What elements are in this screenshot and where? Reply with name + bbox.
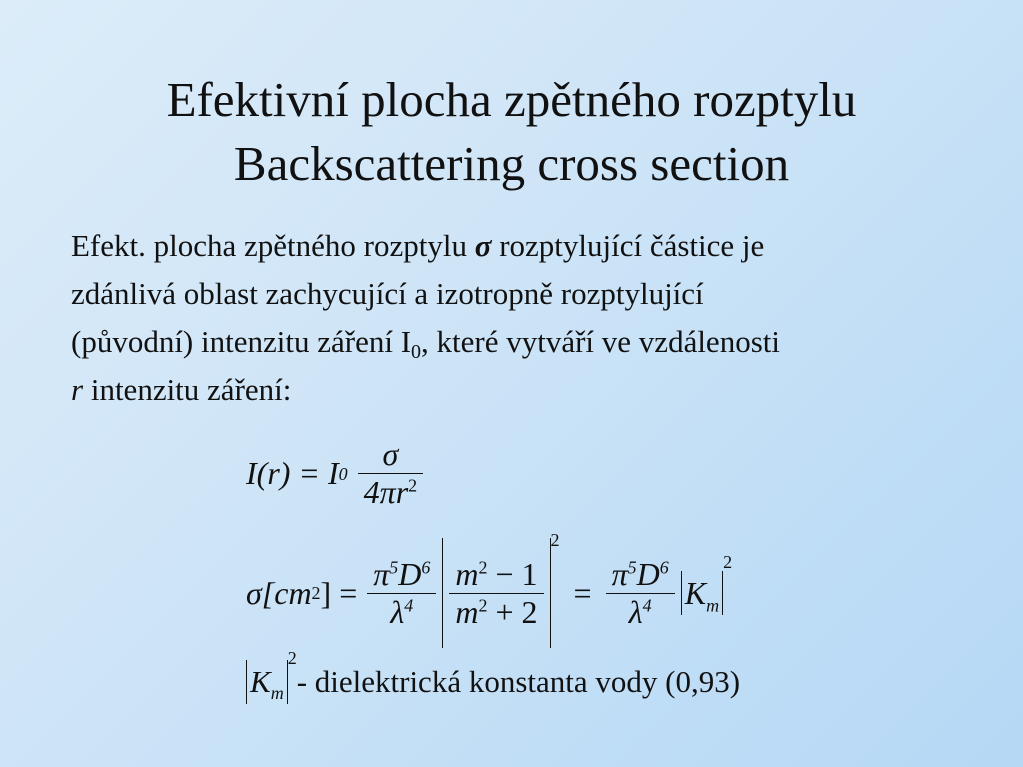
eq2-lhs-end: ] = — [320, 574, 358, 611]
sup: 5 — [389, 556, 399, 577]
eq2-frac1-den — [367, 593, 436, 631]
eq1-denominator — [358, 473, 423, 511]
eq2-fraction-m — [449, 556, 543, 631]
slide-title — [0, 68, 1023, 196]
pi-symbol: π — [611, 555, 628, 592]
eq2-fraction-1 — [367, 556, 436, 631]
eq2-frac1-num — [367, 556, 436, 593]
text-segment: , které vytváří ve vzdálenosti — [421, 324, 780, 359]
r-symbol: r — [71, 372, 84, 407]
eq1-fraction — [358, 436, 423, 511]
lambda-symbol: λ — [628, 593, 643, 630]
paragraph-line-2: zdánlivá oblast zachycující a izotropně rozptylující — [71, 276, 704, 311]
definition-paragraph — [71, 222, 1001, 414]
title-line-czech: Efektivní plocha zpětného rozptylu — [166, 72, 857, 127]
eq2-m-num — [449, 556, 543, 593]
text-segment: Efekt. plocha zpětného rozptylu — [71, 228, 475, 263]
paragraph-line-3 — [71, 318, 1001, 366]
eq2-frac2-num — [606, 556, 675, 593]
sub: m — [706, 594, 720, 615]
m-symbol: m — [455, 555, 479, 592]
d-symbol: D — [636, 555, 660, 592]
eq2-m-den — [449, 593, 543, 631]
sub: m — [270, 683, 284, 704]
d-symbol: D — [398, 555, 422, 592]
k-symbol: K — [684, 574, 707, 611]
sup: 4 — [404, 594, 414, 615]
title-line-english: Backscattering cross section — [233, 136, 790, 191]
text-segment: rozptylující částice je — [491, 228, 765, 263]
equation-cross-section: σ[cm 2 ] = $\frac{\pi^5D^6}{\lambda^4}$ $\frac{m^2 - 1}{m^2 + 2}$ 2 = $\frac{\pi^5D^6}{\lambda^4}$ $K_m$ 2 — [246, 538, 732, 648]
paragraph-line-1 — [71, 222, 1001, 270]
km-term — [247, 664, 287, 704]
text-segment: + 2 — [487, 593, 538, 630]
pi-symbol: π — [373, 555, 390, 592]
paragraph-line-4 — [71, 366, 1001, 414]
lambda-symbol: λ — [390, 593, 405, 630]
sup: 5 — [627, 556, 637, 577]
subscript: 0 — [411, 341, 422, 363]
eq1-den-text: 4πr — [363, 474, 409, 510]
m-symbol: m — [455, 593, 479, 630]
eq1-numerator: σ — [382, 436, 399, 472]
sup: 6 — [659, 556, 669, 577]
eq2-frac2-den — [606, 593, 675, 631]
sup: 2 — [478, 594, 488, 615]
eq2-fraction-2 — [606, 556, 675, 631]
equation-intensity: I(r) = I 0 $\frac{\sigma}{4\pi r^2}$ — [246, 436, 423, 511]
eq1-den-sup: 2 — [408, 475, 418, 496]
sup: 2 — [478, 556, 488, 577]
description-text: - dielektrická konstanta vody (0,93) — [296, 664, 741, 699]
equals-sign: = — [573, 574, 592, 611]
km-term — [682, 574, 722, 615]
abs-bar-left — [442, 538, 443, 648]
abs-bar-right — [550, 538, 551, 648]
sup: 4 — [642, 594, 652, 615]
text-segment: − 1 — [487, 555, 538, 592]
k-symbol: K — [250, 664, 271, 699]
eq1-lhs: I(r) = I — [246, 455, 339, 491]
sigma-symbol: σ — [474, 228, 492, 263]
text-segment: (původní) intenzitu záření I — [71, 324, 412, 359]
eq2-lhs: σ[cm — [246, 574, 312, 611]
sup: 6 — [421, 556, 431, 577]
text-segment: intenzitu záření: — [83, 372, 292, 407]
km-description: $K_m$ 2 - dielektrická konstanta vody (0,93) — [246, 660, 740, 704]
km-bar-right — [722, 571, 723, 615]
